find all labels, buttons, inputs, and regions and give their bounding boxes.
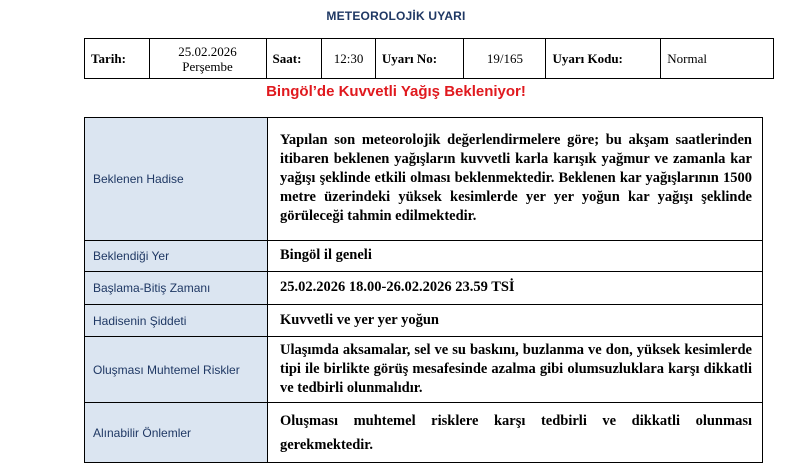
row-label-start-end-time: Başlama-Bitiş Zamanı xyxy=(85,272,268,305)
row-label-expected-location: Beklendiği Yer xyxy=(85,241,268,272)
date-cell xyxy=(149,39,266,79)
date-label: Tarih: xyxy=(85,39,150,79)
table-row xyxy=(85,337,763,403)
warning-meta-table xyxy=(84,38,774,79)
table-row xyxy=(85,118,763,241)
time-value: 12:30 xyxy=(322,39,376,79)
table-row xyxy=(85,403,763,463)
row-value-expected-location: Bingöl il geneli xyxy=(268,241,763,272)
row-value-severity: Kuvvetli ve yer yer yoğun xyxy=(268,305,763,337)
document-title: METEOROLOJİK UYARI xyxy=(326,9,466,23)
row-label-precautions: Alınabilir Önlemler xyxy=(85,403,268,463)
row-value-expected-event: Yapılan son meteorolojik değerlendirmelere göre; bu akşam saatlerinden itibaren beklenen yağışların kuvvetli karla karışık yağmur ve zamanla kar yağışı şeklinde etkili olması beklenmektedir. Beklenen kar yağışlarının 1500 metre üzerindeki yüksek kesimlerde yer yer yoğun kar yağışı şeklinde görüleceği tahmin edilmektedir. xyxy=(268,118,763,241)
row-label-severity: Hadisenin Şiddeti xyxy=(85,305,268,337)
warning-code-label: Uyarı Kodu: xyxy=(546,39,661,79)
table-row xyxy=(85,272,763,305)
row-label-possible-risks: Oluşması Muhtemel Riskler xyxy=(85,337,268,403)
time-label: Saat: xyxy=(266,39,322,79)
row-value-start-end-time: 25.02.2026 18.00-26.02.2026 23.59 TSİ xyxy=(268,272,763,305)
warning-no-label: Uyarı No: xyxy=(375,39,464,79)
warning-code-value: Normal xyxy=(661,39,774,79)
warning-details-table xyxy=(84,117,763,463)
warning-no-value: 19/165 xyxy=(464,39,546,79)
row-label-expected-event: Beklenen Hadise xyxy=(85,118,268,241)
row-value-precautions: Oluşması muhtemel risklere karşı tedbirli ve dikkatli olunması gerekmektedir. xyxy=(268,403,763,463)
day-value: Perşembe xyxy=(182,58,233,74)
row-value-possible-risks: Ulaşımda aksamalar, sel ve su baskını, buzlanma ve don, yüksek kesimlerde tipi ile birlikte görüş mesafesinde azalma gibi olumsuzluklara karşı dikkatli ve tedbirli olunmalıdır. xyxy=(268,337,763,403)
table-row xyxy=(85,305,763,337)
table-row xyxy=(85,241,763,272)
date-value: 25.02.2026 xyxy=(178,43,237,59)
warning-headline: Bingöl’de Kuvvetli Yağış Bekleniyor! xyxy=(266,83,526,100)
